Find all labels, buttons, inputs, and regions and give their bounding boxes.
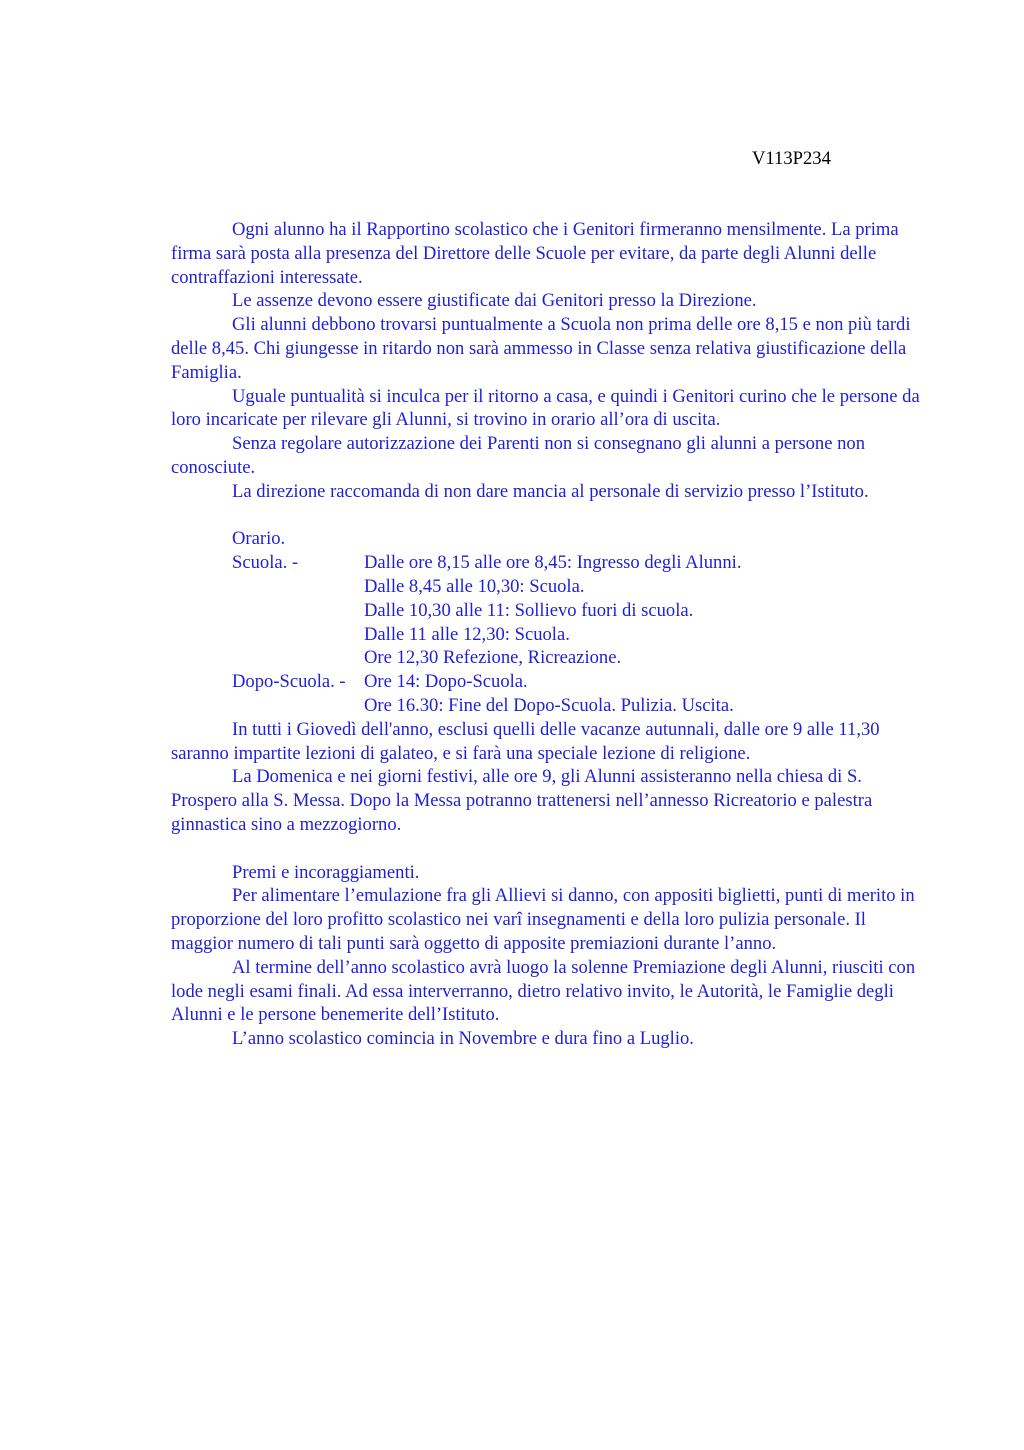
paragraph-emulazione: Per alimentare l’emulazione fra gli Allievi si danno, con appositi biglietti, punti di merito in proporzione del loro profitto scolastico nei varî insegnamenti e della loro pulizia personale. Il maggior numero di tali punti sarà oggetto di apposite premiazioni durante l’anno. xyxy=(171,885,915,954)
schedule-label xyxy=(171,694,364,718)
schedule-text: Dalle ore 8,15 alle ore 8,45: Ingresso degli Alunni. xyxy=(364,552,742,574)
schedule-row xyxy=(171,575,923,599)
schedule-label xyxy=(171,575,364,599)
schedule-label: Scuola. - xyxy=(232,552,299,574)
schedule-row xyxy=(171,551,923,575)
schedule-text: Ore 14: Dopo-Scuola. xyxy=(364,671,528,693)
paragraph-puntualita-ingresso: Gli alunni debbono trovarsi puntualmente a Scuola non prima delle ore 8,15 e non più tardi delle 8,45. Chi giungesse in ritardo non sarà ammesso in Classe senza relativa giustificazione della Famiglia. xyxy=(171,314,911,383)
schedule-row xyxy=(171,646,923,670)
schedule-label xyxy=(171,599,364,623)
schedule-text: Dalle 8,45 alle 10,30: Scuola. xyxy=(364,575,585,597)
paragraph-autorizzazione: Senza regolare autorizzazione dei Parenti non si consegnano gli alunni a persone non conosciute. xyxy=(171,433,865,478)
page-identifier: V113P234 xyxy=(752,148,831,169)
spacer xyxy=(171,837,923,861)
paragraph-domenica: La Domenica e nei giorni festivi, alle ore 9, gli Alunni assisteranno nella chiesa di S. Prospero alla S. Messa. Dopo la Messa potranno trattenersi nell’annesso Ricreatorio e palestra ginnastica sino a mezzogiorno. xyxy=(171,766,873,835)
schedule-label: Dopo-Scuola. - xyxy=(232,671,346,693)
schedule-label xyxy=(171,646,364,670)
paragraph-anno-scolastico: L’anno scolastico comincia in Novembre e dura fino a Luglio. xyxy=(232,1028,694,1050)
schedule-row xyxy=(171,623,923,647)
schedule-text: Ore 16.30: Fine del Dopo-Scuola. Pulizia. Uscita. xyxy=(364,694,734,716)
schedule-table xyxy=(171,551,923,718)
schedule-text: Dalle 11 alle 12,30: Scuola. xyxy=(364,623,570,645)
paragraph-assenze: Le assenze devono essere giustificate dai Genitori presso la Direzione. xyxy=(232,290,757,312)
schedule-text: Ore 12,30 Refezione, Ricreazione. xyxy=(364,647,622,669)
schedule-row xyxy=(171,599,923,623)
paragraph-mancia: La direzione raccomanda di non dare mancia al personale di servizio presso l’Istituto. xyxy=(232,480,869,502)
paragraph-rapportino: Ogni alunno ha il Rapportino scolastico che i Genitori firmeranno mensilmente. La prima firma sarà posta alla presenza del Direttore delle Scuole per evitare, da parte degli Alunni delle contraffazioni interessate. xyxy=(171,219,899,288)
paragraph-puntualita-uscita: Uguale puntualità si inculca per il ritorno a casa, e quindi i Genitori curino che le persone da loro incaricate per rilevare gli Alunni, si trovino in orario all’ora di uscita. xyxy=(171,385,920,431)
schedule-text: Dalle 10,30 alle 11: Sollievo fuori di scuola. xyxy=(364,599,694,621)
spacer xyxy=(171,504,923,528)
paragraph-premiazione: Al termine dell’anno scolastico avrà luogo la solenne Premiazione degli Alunni, riusciti con lode negli esami finali. Ad essa interverranno, dietro relativo invito, le Autorità, le Famiglie degli Alunni e le persone benemerite dell’Istituto. xyxy=(171,956,916,1026)
schedule-row xyxy=(171,670,923,694)
orario-heading: Orario. xyxy=(232,528,286,550)
document-body xyxy=(171,218,923,1051)
premi-heading: Premi e incoraggiamenti. xyxy=(232,861,420,883)
paragraph-giovedi: In tutti i Giovedì dell'anno, esclusi quelli delle vacanze autunnali, dalle ore 9 alle 11,30 saranno impartite lezioni di galateo, e si farà una speciale lezione di religione. xyxy=(171,718,880,764)
schedule-row xyxy=(171,694,923,718)
schedule-label xyxy=(171,623,364,647)
